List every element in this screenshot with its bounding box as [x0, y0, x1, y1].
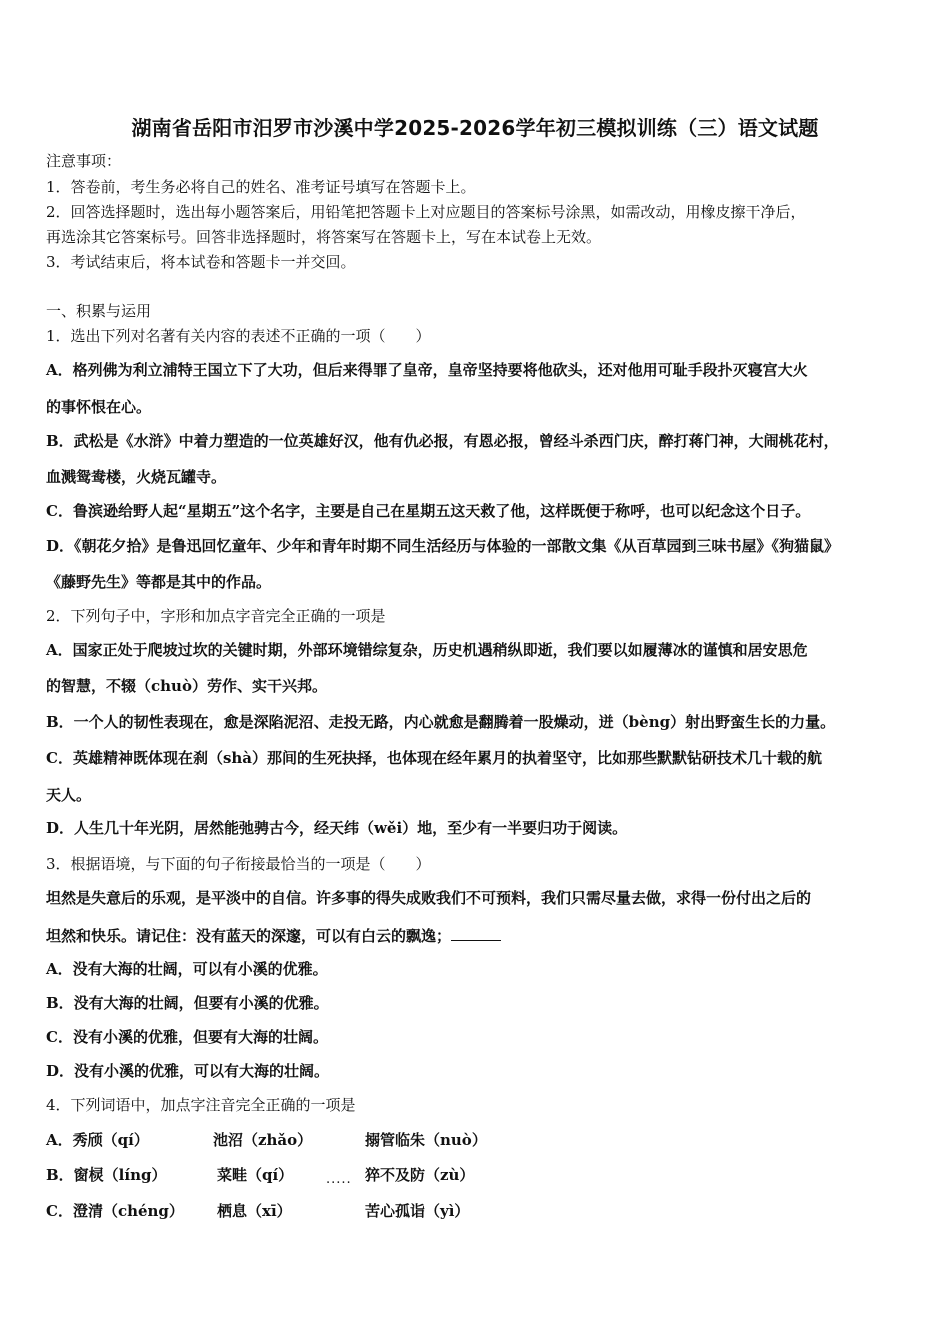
q1-option-b-line1: B．武松是《水浒》中着力塑造的一位英雄好汉，他有仇必报，有恩必报，曾经斗杀西门庆，醉打蒋门神，大闹桃花村，	[46, 432, 839, 450]
q1-option-a-line2: 的事怀恨在心。	[46, 398, 152, 416]
q4-option-b-word3: 猝不及防（zù）	[365, 1166, 475, 1184]
section-heading: 一、积累与运用	[46, 302, 152, 320]
q4-stem: 4．下列词语中，加点字注音完全正确的一项是	[46, 1096, 356, 1114]
notice-heading: 注意事项：	[46, 152, 122, 170]
q4-option-a-word3: 搦管临朱（nuò）	[365, 1131, 487, 1149]
notice-item-1: 1．答卷前，考生务必将自己的姓名、准考证号填写在答题卡上。	[46, 178, 476, 196]
emphasis-dots: .....	[326, 1172, 352, 1187]
exam-title: 湖南省岳阳市汨罗市沙溪中学2025-2026学年初三模拟训练（三）语文试题	[131, 116, 819, 140]
q2-option-c-line1: C．英雄精神既体现在刹（shà）那间的生死抉择，也体现在经年累月的执着坚守，比如那些默默钻研技术几十载的航	[46, 749, 823, 767]
q4-option-b-word1: B．窗棂（líng）	[46, 1166, 167, 1184]
q2-option-a-line1: A．国家正处于爬坡过坎的关键时期，外部环境错综复杂，历史机遇稍纵即逝，我们要以如履薄冰的谨慎和居安思危	[46, 641, 808, 659]
q2-option-d: D．人生几十年光阴，居然能弛骋古今，经天纬（wěi）地，至少有一半要归功于阅读。	[46, 819, 628, 837]
q3-passage-text: 坦然和快乐。请记住：没有蓝天的深邃，可以有白云的飘逸；	[46, 927, 452, 945]
q1-option-b-line2: 血溅鸳鸯楼，火烧瓦罐寺。	[46, 468, 227, 486]
q2-option-b: B．一个人的韧性表现在，愈是深陷泥沼、走投无路，内心就愈是翻腾着一股燥动，迸（bèng）射出野蛮生长的力量。	[46, 713, 836, 731]
q3-passage-line2	[46, 926, 501, 945]
notice-item-2a: 2．回答选择题时，选出每小题答案后，用铅笔把答题卡上对应题目的答案标号涂黑，如需改动，用橡皮擦干净后，	[46, 203, 806, 221]
q2-option-c-line2: 天人。	[46, 786, 92, 804]
q3-option-c: C．没有小溪的优雅，但要有大海的壮阔。	[46, 1028, 328, 1046]
q2-option-a-line2: 的智慧，不辍（chuò）劳作、实干兴邦。	[46, 677, 327, 695]
q1-option-a-line1: A．格列佛为利立浦特王国立下了大功，但后来得罪了皇帝，皇帝坚持要将他砍头，还对他用可耻手段扑灭寝宫大火	[46, 361, 808, 379]
q3-stem: 3．根据语境，与下面的句子衔接最恰当的一项是（ ）	[46, 855, 431, 873]
answer-blank	[451, 926, 501, 941]
q4-option-c-word1: C．澄清（chéng）	[46, 1202, 184, 1220]
notice-item-3: 3．考试结束后，将本试卷和答题卡一并交回。	[46, 253, 356, 271]
q4-option-a-word2: 池沼（zhǎo）	[213, 1131, 313, 1149]
q4-option-a-word1: A．秀颀（qí）	[46, 1131, 149, 1149]
q1-option-d-line1: D．《朝花夕拾》是鲁迅回忆童年、少年和青年时期不同生活经历与体验的一部散文集《从百草园到三味书屋》《狗猫鼠》	[46, 537, 840, 555]
q1-option-d-line2: 《藤野先生》等都是其中的作品。	[46, 573, 272, 591]
q1-option-c: C．鲁滨逊给野人起“星期五”这个名字，主要是自己在星期五这天救了他，这样既便于称呼，也可以纪念这个日子。	[46, 502, 811, 520]
q4-option-c-word3: 苦心孤诣（yì）	[365, 1202, 470, 1220]
q1-stem: 1．选出下列对名著有关内容的表述不正确的一项（ ）	[46, 327, 431, 345]
q3-option-d: D．没有小溪的优雅，可以有大海的壮阔。	[46, 1062, 330, 1080]
q3-option-a: A．没有大海的壮阔，可以有小溪的优雅。	[46, 960, 328, 978]
q3-option-b: B．没有大海的壮阔，但要有小溪的优雅。	[46, 994, 329, 1012]
notice-item-2b: 再选涂其它答案标号。回答非选择题时，将答案写在答题卡上，写在本试卷上无效。	[46, 228, 602, 246]
q4-option-c-word2: 栖息（xī）	[217, 1202, 292, 1220]
q4-option-b-word2: 菜畦（qí）	[217, 1166, 294, 1184]
q3-passage-line1: 坦然是失意后的乐观，是平淡中的自信。许多事的得失成败我们不可预料，我们只需尽量去做，求得一份付出之后的	[46, 889, 812, 907]
q2-stem: 2．下列句子中，字形和加点字音完全正确的一项是	[46, 607, 386, 625]
